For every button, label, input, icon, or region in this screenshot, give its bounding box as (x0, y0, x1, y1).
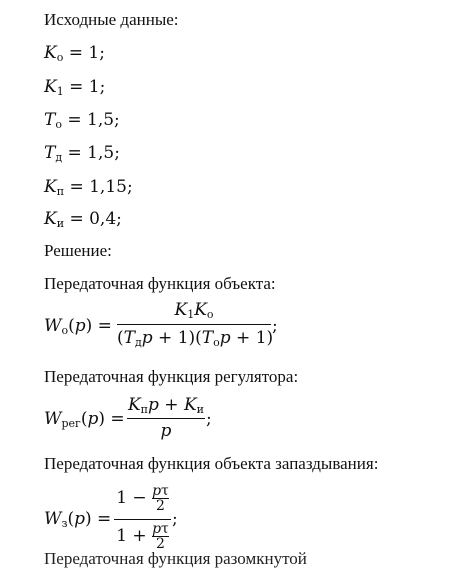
param-symbol: T (44, 110, 56, 130)
param-td (44, 143, 120, 164)
object-tf-label: Передаточная функция объекта: (44, 274, 276, 293)
delay-tf-denominator: 1 + $\frac{p\tau}{2}$ (116, 521, 169, 552)
param-value: = 1; (63, 43, 105, 63)
cut-off-text: Передаточная функция разомкнутой (44, 549, 307, 568)
semicolon: ; (272, 316, 278, 336)
param-symbol: K (44, 177, 57, 197)
delay-tf-label: Передаточная функция объекта запаздывания: (44, 454, 379, 473)
regulator-tf-lhs: $W_{рег}(p)$ = (44, 409, 125, 430)
regulator-tf-numerator: $K_пp + K_и$ (127, 395, 205, 416)
cut-off-text-line (44, 549, 314, 571)
param-symbol: K (44, 43, 57, 63)
param-subscript: 1 (56, 85, 64, 98)
param-ki (44, 209, 122, 230)
param-subscript: п (56, 185, 65, 198)
param-k1 (44, 77, 105, 98)
solution-label: Решение: (44, 241, 112, 260)
param-value: = 1,15; (64, 177, 133, 197)
regulator-tf-denominator: p (160, 421, 172, 441)
fraction-bar (117, 324, 271, 325)
regulator-tf-fraction (127, 395, 205, 441)
param-value: = 1,5; (61, 110, 120, 130)
semicolon: ; (206, 409, 212, 429)
delay-tf-fraction (114, 484, 171, 556)
param-symbol: T (44, 143, 56, 163)
fraction-bar (127, 418, 205, 419)
param-value: = 1; (63, 77, 106, 97)
param-symbol: K (44, 77, 57, 97)
param-symbol: K (44, 209, 57, 229)
param-t0 (44, 110, 120, 131)
param-subscript: о (56, 51, 64, 64)
param-kp (44, 177, 133, 198)
object-tf-fraction (117, 300, 274, 350)
object-tf-numerator: $K_1K_о$ (174, 300, 214, 321)
heading: Исходные данные: (44, 10, 179, 29)
param-subscript: и (56, 217, 65, 230)
delay-tf-lhs: $W_з(p)$ = (44, 509, 112, 530)
param-k0 (44, 43, 105, 64)
object-tf-denominator: $(T_дp + 1)(T_оp + 1)$ (117, 328, 274, 349)
fraction-bar (114, 519, 171, 520)
delay-tf-numerator: 1 − $\frac{p\tau}{2}$ (116, 483, 169, 514)
object-tf-lhs: $W_о(p)$ = (44, 316, 112, 337)
semicolon: ; (172, 509, 178, 529)
param-subscript: д (55, 151, 63, 164)
param-value: = 1,5; (62, 143, 120, 163)
param-value: = 0,4; (64, 209, 122, 229)
regulator-tf-label: Передаточная функция регулятора: (44, 367, 299, 386)
param-subscript: о (55, 118, 62, 131)
